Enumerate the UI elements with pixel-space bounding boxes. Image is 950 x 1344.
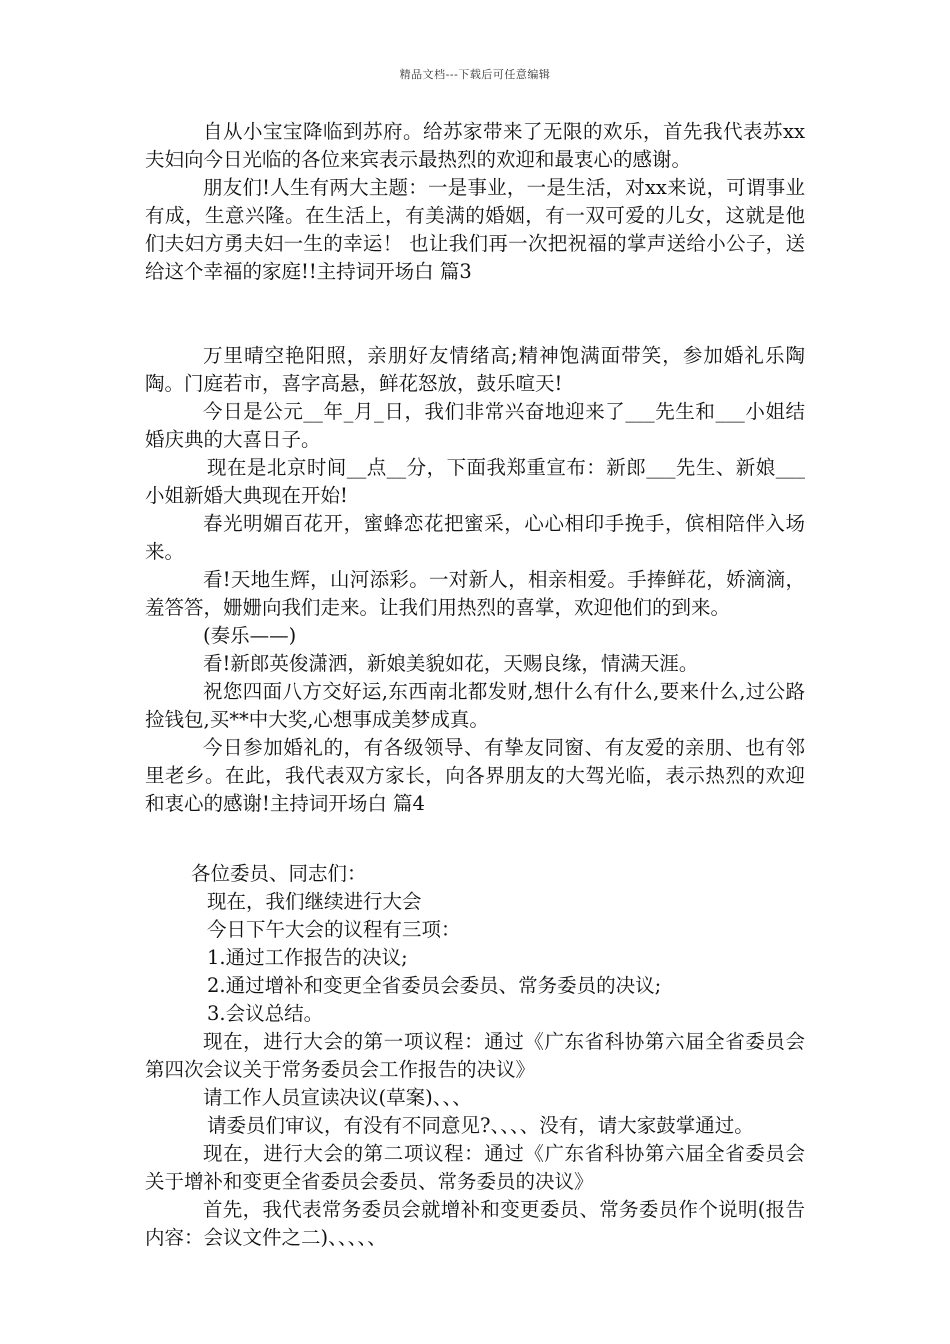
- paragraph: 现在，进行大会的第一项议程：通过《广东省科协第六届全省委员会第四次会议关于常务委员会工作报告的决议》: [145, 1030, 805, 1081]
- paragraph: 现在，进行大会的第二项议程：通过《广东省科协第六届全省委员会关于增补和变更全省委员会委员、常务委员的决议》: [145, 1142, 805, 1193]
- paragraph: 祝您四面八方交好运,东西南北都发财,想什么有什么,要来什么,过公路捡钱包,买**中大奖,心想事成美梦成真。: [145, 680, 805, 731]
- paragraph: 今日参加婚礼的，有各级领导、有挚友同窗、有友爱的亲朋、也有邻里老乡。在此，我代表双方家长，向各界朋友的大驾光临，表示热烈的欢迎和衷心的感谢!主持词开场白 篇4: [145, 736, 805, 815]
- spacer: [145, 818, 805, 860]
- paragraph: (奏乐——): [203, 624, 297, 647]
- paragraph: 今日是公元__年_月_日，我们非常兴奋地迎来了___先生和___小姐结婚庆典的大喜日子。: [145, 400, 805, 451]
- paragraph: 1.通过工作报告的决议;: [207, 946, 408, 969]
- page-header: 精品文档---下载后可任意编辑: [399, 68, 551, 81]
- document-body: [145, 118, 805, 1252]
- paragraph: 各位委员、同志们：: [191, 862, 367, 885]
- paragraph: 3.会议总结。: [207, 1002, 324, 1025]
- paragraph: 春光明媚百花开，蜜蜂恋花把蜜采，心心相印手挽手，傧相陪伴入场来。: [145, 512, 805, 563]
- spacer: [145, 286, 805, 342]
- paragraph: 2.通过增补和变更全省委员会委员、常务委员的决议;: [207, 974, 662, 997]
- paragraph: 看!新郎英俊潇洒，新娘美貌如花，天赐良缘，情满天涯。: [203, 652, 699, 675]
- paragraph: 万里晴空艳阳照，亲朋好友情绪高;精神饱满面带笑，参加婚礼乐陶陶。门庭若市，喜字高悬，鲜花怒放，鼓乐喧天!: [145, 344, 805, 395]
- paragraph: 请工作人员宣读决议(草案)、、、: [203, 1086, 472, 1109]
- paragraph: 现在，我们继续进行大会: [207, 890, 422, 913]
- paragraph: 请委员们审议，有没有不同意见?、、、、没有，请大家鼓掌通过。: [207, 1114, 754, 1137]
- paragraph: 首先，我代表常务委员会就增补和变更委员、常务委员作个说明(报告内容：会议文件之二)、、、、、: [145, 1198, 805, 1249]
- paragraph: 朋友们!人生有两大主题：一是事业，一是生活，对xx来说，可谓事业有成，生意兴隆。在生活上，有美满的婚姻，有一双可爱的儿女，这就是他们夫妇方勇夫妇一生的幸运！ 也让我们再一次把祝福的掌声送给小公子，送给这个幸福的家庭!!主持词开场白 篇3: [145, 176, 805, 283]
- paragraph: 现在是北京时间__点__分，下面我郑重宣布：新郎___先生、新娘___小姐新婚大典现在开始!: [145, 456, 805, 507]
- paragraph: 看!天地生辉，山河添彩。一对新人，相亲相爱。手捧鲜花，娇滴滴，羞答答，姗姗向我们走来。让我们用热烈的喜掌，欢迎他们的到来。: [145, 568, 805, 619]
- paragraph: 自从小宝宝降临到苏府。给苏家带来了无限的欢乐，首先我代表苏xx夫妇向今日光临的各位来宾表示最热烈的欢迎和最衷心的感谢。: [145, 120, 805, 171]
- paragraph: 今日下午大会的议程有三项：: [207, 918, 461, 941]
